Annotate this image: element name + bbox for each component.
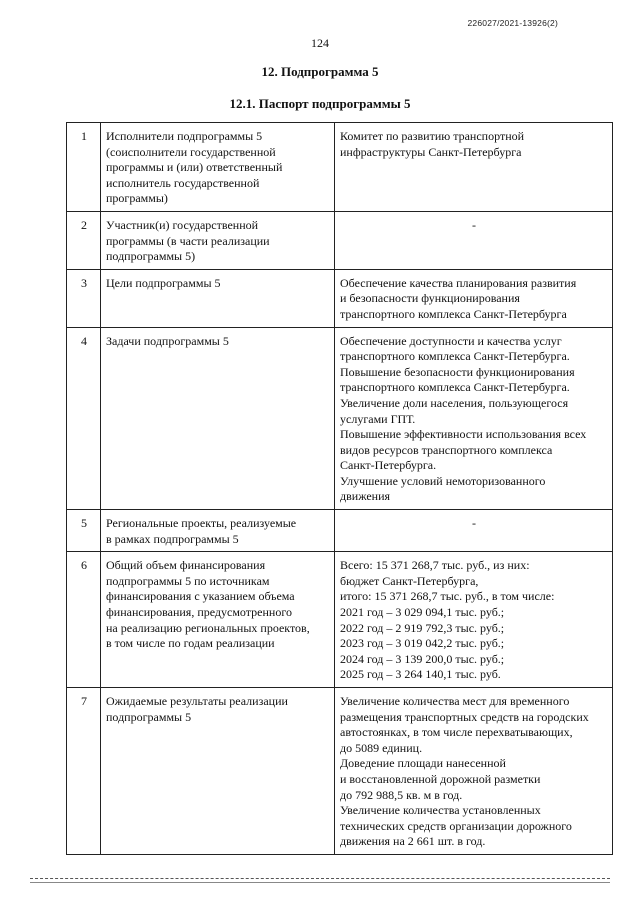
label-line: подпрограммы 5 xyxy=(106,709,192,724)
section-title: 12. Подпрограмма 5 xyxy=(261,64,379,79)
footer-divider xyxy=(30,878,610,879)
value-line: Санкт-Петербурга. xyxy=(340,458,437,473)
table-row xyxy=(67,688,613,855)
label-line: подпрограммы 5 по источникам xyxy=(106,573,270,588)
row-number: 5 xyxy=(67,510,101,552)
label-line: Задачи подпрограммы 5 xyxy=(106,333,229,348)
value-line: Улучшение условий немоторизованного xyxy=(340,473,546,488)
page-number: 124 xyxy=(311,36,329,50)
value-line: Увеличение количества установленных xyxy=(340,803,541,818)
label-line: программы) xyxy=(106,191,168,206)
value-line: движения на 2 661 шт. в год. xyxy=(340,834,486,849)
row-number: 3 xyxy=(67,269,101,327)
value-line: размещения транспортных средств на городских xyxy=(340,709,589,724)
label-line: Участник(и) государственной xyxy=(106,217,259,232)
value-line: Комитет по развитию транспортной xyxy=(340,129,525,143)
value-line: Обеспечение качества планирования развития xyxy=(340,275,577,290)
value-line: Увеличение количества мест для временного xyxy=(340,694,570,708)
table-row xyxy=(67,211,613,269)
row-value xyxy=(335,123,613,212)
label-line: финансирования, предусмотренного xyxy=(106,605,292,620)
label-line: (соисполнители государственной xyxy=(106,144,276,159)
row-value xyxy=(335,327,613,510)
label-line: финансирования с указанием объема xyxy=(106,589,295,604)
row-value xyxy=(335,269,613,327)
row-value xyxy=(335,552,613,688)
table-row xyxy=(67,269,613,327)
value-line: Всего: 15 371 268,7 тыс. руб., из них: xyxy=(340,558,530,573)
label-line: Региональные проекты, реализуемые xyxy=(106,516,297,531)
value-line: итого: 15 371 268,7 тыс. руб., в том числе: xyxy=(340,589,555,604)
section-subtitle: 12.1. Паспорт подпрограммы 5 xyxy=(229,96,411,111)
label-line: в рамках подпрограммы 5 xyxy=(106,531,239,546)
label-line: Общий объем финансирования xyxy=(106,558,266,573)
label-line: Исполнители подпрограммы 5 xyxy=(106,129,263,143)
row-label xyxy=(101,510,335,552)
footer-divider-solid xyxy=(30,882,610,883)
row-label xyxy=(101,211,335,269)
row-value xyxy=(335,211,613,269)
value-line: и безопасности функционирования xyxy=(340,291,520,306)
label-line: программы (в части реализации xyxy=(106,233,270,248)
value-line: транспортного комплекса Санкт-Петербурга. xyxy=(340,380,570,395)
value-line: Повышение безопасности функционирования xyxy=(340,364,575,379)
value-line: и восстановленной дорожной разметки xyxy=(340,771,541,786)
row-value xyxy=(335,510,613,552)
table-row xyxy=(67,327,613,510)
value-line: - xyxy=(472,516,476,531)
table-row xyxy=(67,123,613,212)
row-number: 4 xyxy=(67,327,101,510)
value-line: - xyxy=(472,217,476,232)
label-line: программы и (или) ответственный xyxy=(106,160,283,175)
row-number: 7 xyxy=(67,688,101,855)
value-line: 2025 год – 3 264 140,1 тыс. руб. xyxy=(340,667,501,682)
value-line: до 792 988,5 кв. м в год. xyxy=(340,787,463,802)
row-number: 1 xyxy=(67,123,101,212)
value-line: 2022 год – 2 919 792,3 тыс. руб.; xyxy=(340,620,505,635)
value-line: до 5089 единиц. xyxy=(340,740,423,755)
value-line: инфраструктуры Санкт-Петербурга xyxy=(340,144,522,159)
value-line: автостоянках, в том числе перехватывающих, xyxy=(340,725,573,740)
row-label xyxy=(101,123,335,212)
row-label xyxy=(101,327,335,510)
value-line: услугами ГПТ. xyxy=(340,411,416,426)
table-row xyxy=(67,510,613,552)
value-line: транспортного комплекса Санкт-Петербурга. xyxy=(340,349,570,364)
value-line: видов ресурсов транспортного комплекса xyxy=(340,442,553,457)
label-line: исполнитель государственной xyxy=(106,175,260,190)
value-line: транспортного комплекса Санкт-Петербурга xyxy=(340,306,567,321)
value-line: 2023 год – 3 019 042,2 тыс. руб.; xyxy=(340,636,505,651)
value-line: 2021 год – 3 029 094,1 тыс. руб.; xyxy=(340,605,505,620)
label-line: на реализацию региональных проектов, xyxy=(106,620,310,635)
row-label xyxy=(101,269,335,327)
row-number: 6 xyxy=(67,552,101,688)
value-line: движения xyxy=(340,489,391,504)
label-line: Ожидаемые результаты реализации xyxy=(106,694,288,708)
table-row xyxy=(67,552,613,688)
passport-table xyxy=(66,122,613,855)
label-line: Цели подпрограммы 5 xyxy=(106,275,221,290)
value-line: технических средств организации дорожного xyxy=(340,818,572,833)
value-line: Доведение площади нанесенной xyxy=(340,756,506,771)
document-id: 226027/2021-13926(2) xyxy=(467,18,558,28)
row-label xyxy=(101,688,335,855)
label-line: подпрограммы 5) xyxy=(106,249,196,264)
row-number: 2 xyxy=(67,211,101,269)
value-line: 2024 год – 3 139 200,0 тыс. руб.; xyxy=(340,651,505,666)
value-line: Увеличение доли населения, пользующегося xyxy=(340,395,569,410)
value-line: бюджет Санкт-Петербурга, xyxy=(340,573,479,588)
row-label xyxy=(101,552,335,688)
value-line: Обеспечение доступности и качества услуг xyxy=(340,333,562,348)
value-line: Повышение эффективности использования всех xyxy=(340,427,587,442)
label-line: в том числе по годам реализации xyxy=(106,636,275,651)
row-value xyxy=(335,688,613,855)
